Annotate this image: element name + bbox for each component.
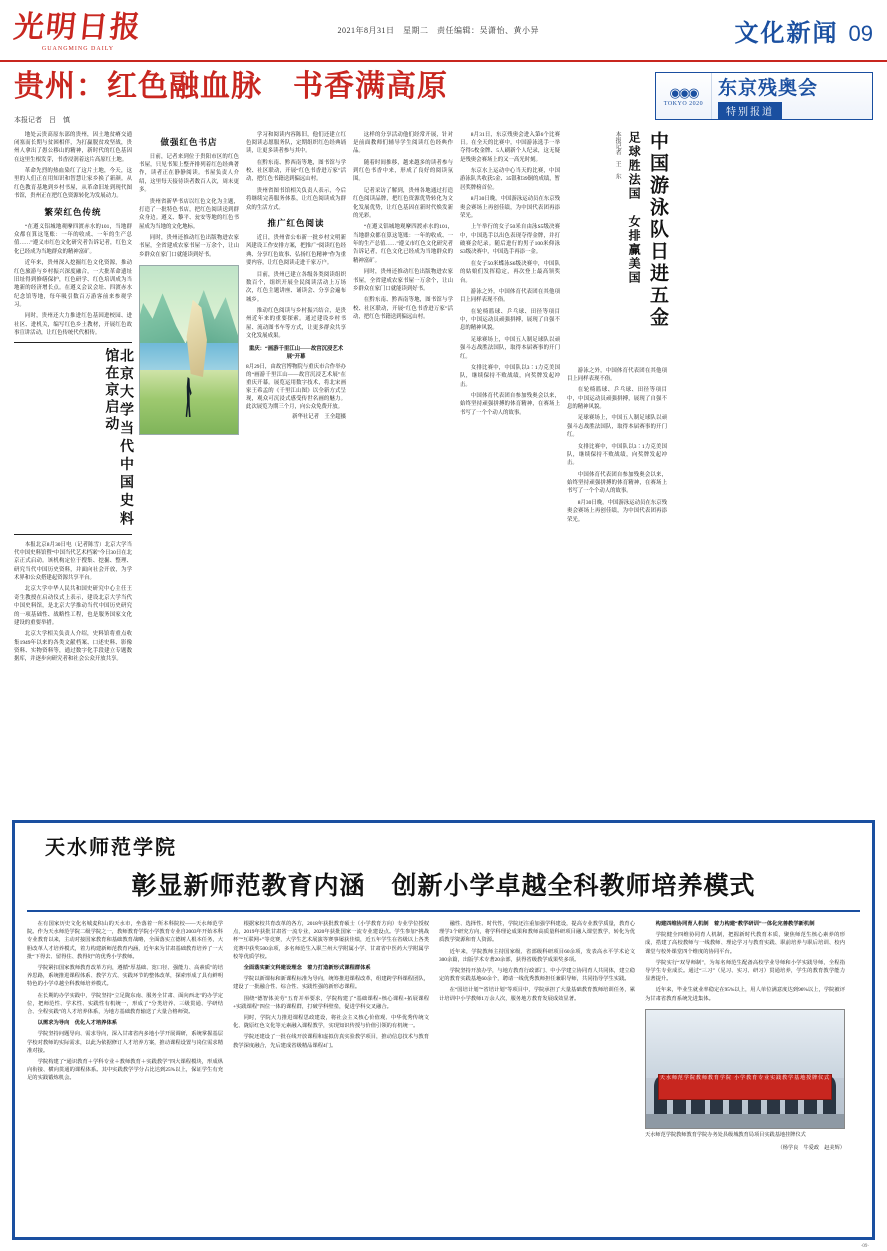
column-5	[460, 131, 560, 667]
subhead-red-tradition: 繁荣红色传统	[44, 206, 102, 217]
advertorial-column-2	[233, 920, 429, 1152]
page-footer: ·09·	[860, 1244, 869, 1249]
paragraph: 同时，贵州还大力推进红色基因进校园、进社区、进机关，编写红色乡土教材，开展红色故事宣讲活动，让红色传统代代相传。	[14, 313, 132, 337]
page-number: 09	[848, 20, 873, 46]
paragraph: 游泳之外，中国体育代表团在其他项目上同样表现不俗。	[460, 288, 560, 304]
lead-headline-block	[14, 70, 655, 125]
photo-caption-title: 重庆：“画游千里江山——故宫沉浸艺术展”开幕	[248, 345, 344, 360]
paragraph: 近年来，毕业生就业率稳定在95%以上，用人单位满意度达到96%以上，学院被评为甘肃省教育系统先进集体。	[645, 987, 845, 1002]
paragraph: 同时，贵州还推动红色出版物进农家书屋，全省建成农家书屋一万余个，让山乡群众在家门口就能读到好书。	[139, 235, 239, 258]
paragraph: 在女子50米蝶泳S6级决赛中，中国队的姑娘们发挥稳定，再次登上最高领奖台。	[460, 260, 560, 284]
tokyo-label: TOKYO 2020	[663, 101, 704, 107]
advertorial-subhead: 以需求为导向 优化人才培养体系	[37, 1020, 118, 1027]
masthead-issue-info: 2021年8月31日 星期二 责任编辑：吴潇怡、黄小异	[337, 25, 539, 35]
paragraph: 贵州省新华书店以红色文化为主题，打造了一批特色书店，把红色阅读送到群众身边。遵义、黎平、瓮安等地的红色书屋成为当地的文化地标。	[139, 198, 239, 230]
paragraph: 融性、选择性、时代性，学院还注重加强学科建设，提高专业教学质量，教育心理学3个研究方向，将学科理论成果和教师高质量科研项目融入课堂教学，转化为优质教学资源和育人资源。	[439, 921, 635, 944]
paragraph: 在“国培计划”“省培计划”等项目中，学院承担了大量基础教育教师培训任务，累计培训中小学教师1万余人次，服务地方教育发展成效显著。	[439, 987, 635, 1002]
headline-part-1: 贵州：	[14, 70, 107, 103]
advertorial-title: 彰显新师范教育内涵 创新小学卓越全科教师培养模式	[131, 873, 756, 900]
paralympic-logo	[656, 73, 712, 119]
advertorial-subhead: 全面落实新文科建设理念 着力打造新形式课程群体系	[243, 965, 371, 972]
masthead-section	[735, 13, 873, 48]
column-2	[139, 131, 239, 667]
paragraph: 8月31日，东京残奥会进入第6个比赛日。在全天的比赛中，中国游泳选手一举夺得5枚金牌、5人刷新个人纪录，这无疑是残奥会赛场上的又一高光时刻。	[460, 131, 560, 163]
paragraph: 在黔东南、黔西南等地，图书馆与学校、社区联动，开展“红色书香进万家”活动，把红色书籍送到偏远山村。	[353, 297, 453, 320]
column-3	[246, 131, 346, 667]
sports-headline-block	[567, 131, 667, 361]
photo-block	[139, 265, 239, 435]
vertical-headline-block	[14, 348, 132, 535]
page-title	[14, 70, 655, 105]
advertorial-columns	[27, 920, 860, 1152]
paragraph: 学院实行“双导师制”，为每名师范生配备高校学业导师和小学实践导师，全程指导学生专业成长。通过“三习”（见习、实习、研习）贯通培养，学生的教育教学能力显著提升。	[645, 959, 845, 983]
paragraph: 根据家校共育改革的各方，2018年获批教育硕士（小学教育方向）专业学位授权点，2019年获批甘肃省一流专业，2020年获批国家一流专业建设点。学生参加“挑战杯”“互联网+”等竞赛，大学生艺术展演等赛事屡获佳绩，近五年学生在省级以上各类竞赛中获奖500余项，多名师范生入职兰州大学附属小学、甘肃省中医药大学附属学校等优质学校。	[233, 921, 429, 960]
paragraph: 在有国家历史文化名城麦积山的天水市，坐落着一所本科院校——天水师范学院。作为天水师范学院二级学院之一，教师教育学院小学教育专业自2003年开始本科专业教育以来，主动对接国家教育和基础教育战略，全面落实立德树人根本任务，大胆改革人才培养模式，着力构建新师范教育内涵，近年来为甘肃基础教育培养了一大批“下得去、留得住、教得好”的优秀小学教师。	[27, 921, 223, 960]
article-columns	[0, 125, 887, 667]
paragraph: 北京大学中华人民共和国史研究中心主任王奇生教授在启动仪式上表示，建设北京大学当代中国史料馆，是北京大学推动当代中国历史研究的一项基础性、战略性工程，也是服务国家文化建设的重要举措。	[14, 586, 132, 626]
paragraph: 学院以新课标和新课程标准为导向，统筹推进课程改革，组建跨学科课程团队，建设了一批融合性、综合性、实践性强的新形态课程。	[233, 976, 429, 991]
paragraph: 推动红色阅读与乡村振兴结合，是贵州近年来的重要探索。通过建设乡村书屋、流动图书车等方式，让更多群众共享文化发展成果。	[246, 308, 346, 340]
paragraph: 近日，贵州省公布新一批乡村文明新风建设工作安排方案，把推广“阅读红色经典、分享红色故事、弘扬红色精神”作为重要内容，让红色阅读走进千家万户。	[246, 235, 346, 267]
advertorial-column-4	[645, 920, 845, 1152]
paragraph: 贵州省图书馆相关负责人表示，今后将继续完善服务体系，让红色阅读成为群众的生活方式。	[246, 187, 346, 211]
advertorial-credit: （杨学良 牛爱政 赵美辉）	[777, 1144, 845, 1151]
paragraph: 游泳之外，中国体育代表团在其他项目上同样表现不俗。	[567, 367, 667, 382]
paragraph: 这样的分享活动他们经常开展，针对是前面教师们辅导学生阅读红色经典作品。	[353, 131, 453, 155]
column-1	[14, 131, 132, 667]
advertorial-photo	[645, 1009, 845, 1129]
advertorial-column-3	[439, 920, 635, 1152]
paragraph: 8月30日晚，中国游泳运动员在东京残奥会赛场上再创佳绩，为中国代表团再添荣光。	[567, 499, 667, 523]
paragraph: 近年来，贵州深入挖掘红色文化资源，推动红色旅游与乡村振兴深度融合，一大批革命遗址旧址得到修缮保护，红色研学、红色培训成为当地新的经济增长点。在遵义会议会址、四渡赤水纪念馆等地，每年吸引数百万游客前来参观学习。	[14, 260, 132, 309]
advertorial-org: 天水师范学院	[45, 837, 177, 859]
paragraph: 学院坚持开放办学，与地方教育行政部门、中小学建立协同育人共同体，建立稳定的教育实践基地60余个，聘请一线优秀教师担任兼职导师，共同指导学生实践。	[439, 968, 635, 983]
advertorial-column-1	[27, 920, 223, 1152]
advertorial-box	[12, 820, 875, 1240]
paragraph: 近年来，学院教师主持国家级、省部级科研项目60余项，发表高水平学术论文300余篇，出版学术专著20余部，获得省级教学成果奖多项。	[439, 948, 635, 963]
vertical-headline: 北京大学当代中国史料馆在京启动	[103, 347, 133, 528]
photo-credit: 新华社记者 王全超摄	[292, 414, 346, 421]
paragraph: 女排比赛中，中国队以3∶1力克美国队，继续保持不败战绩，向奖牌发起冲击。	[460, 364, 560, 388]
paragraph: 学院构建了“通识教育＋学科专业＋教师教育＋实践教学”四大课程模块，形成纵向衔接、横向贯通的课程体系。其中实践教学学分占比达到25%以上，保证学生有充足的实践锻炼机会。	[27, 1059, 223, 1082]
photo-ground	[646, 1114, 844, 1128]
advertorial-photo-caption: 天水师范学院教师教育学院办务处县级城教育局项目实践基地挂牌仪式	[645, 1131, 806, 1138]
photo-caption-body: 8月29日，由故宫博物院与重庆市合作举办的“画游千里江山——故宫沉浸艺术展”在重庆开幕。展览运用数字技术，将北宋画家王希孟的《千里江山图》以全新方式呈现，观众可沉浸式感受传世名画的魅力。此次展览为期三个月，向公众免费开放。	[246, 363, 346, 411]
section-title: 文化新闻	[734, 20, 839, 47]
paragraph: 学院坚持问题导向、需求导向，深入甘肃省内多地小学开展调研，系统掌握基层学校对教师的实际需求，以此为依据修订人才培养方案，推动课程设置与岗位需求精准对接。	[27, 1031, 223, 1054]
paragraph: 本报北京8月30日电（记者陈雪）北京大学当代中国史料馆暨“中国当代艺术档案”今日30日在北京正式启动。该机构定位于搜集、挖掘、整理、研究当代中国历史资料，并面向社会开放，为学术界和公众搭建起资源共享平台。	[14, 541, 132, 582]
paragraph: 北京大学相关负责人介绍，史料馆将重点收集1949年以来的各类文献档案、口述史料、影像资料、实物资料等，通过数字化手段建立专题数据库，并逐步向研究者和社会公众开放共享。	[14, 631, 132, 663]
paragraph: 中国体育代表团自参加残奥会以来，始终坚持顽强拼搏的体育精神，在赛场上书写了一个个动人的故事。	[567, 471, 667, 495]
paralympic-title: 东京残奥会	[718, 77, 819, 99]
rings-icon: ◉◉◉	[669, 85, 698, 100]
paragraph: 记者采访了解到，贵州各地通过打造红色阅读品牌，把红色资源优势转化为文化发展优势，让红色基因在新时代焕发新的光彩。	[353, 187, 453, 219]
advertorial-subhead: 构建四维协同育人机制 着力构建“教学研训”一体化完善教学新机制	[655, 921, 815, 927]
subhead-promote-reading: 推广红色阅读	[267, 217, 325, 228]
masthead-logo	[14, 9, 142, 52]
advertorial-rule	[27, 910, 860, 912]
paragraph: 中国体育代表团自参加残奥会以来，始终坚持顽强拼搏的体育精神，在赛场上书写了一个个动人的故事。	[460, 393, 560, 416]
paragraph: 日前，记者来到位于贵阳市区的红色书屋，只见书架上整齐排列着红色经典著作，读者正在静静阅读。书屋负责人介绍，这里每天接待读者数百人次，周末更多。	[139, 153, 239, 194]
article-photo	[139, 265, 239, 435]
paragraph: “在遵义铝城地观摩四渡赤水的101，当地群众都在算这笔账：一年的收成、一年的生产总值……”遵义市红色文化研究者告诉记者，红色文化已经成为当地群众的精神富矿。	[14, 223, 132, 255]
paragraph: 8月30日晚，中国游泳运动员在东京残奥会赛场上再创佳绩，为中国代表团再添荣光。	[460, 196, 560, 219]
headline-row	[0, 62, 887, 125]
paragraph: 上午举行的女子50米自由泳S5级决赛中，中国选手以出色表现夺得金牌，并打破赛会纪录。随后进行的男子100米仰泳S3级决赛中，中国选手再添一金。	[460, 224, 560, 256]
subhead-red-bookstore: 做强红色书店	[160, 136, 218, 147]
paragraph: 同时，学院大力推进课程思政建设，将社会主义核心价值观、中华优秀传统文化、陇原红色文化等元素融入课程教学，实现知识传授与价值引领的有机统一。	[233, 1015, 429, 1030]
paragraph: 随着时间推移，越来越多的读者参与到红色书香中来，形成了良好的阅读氛围。	[353, 159, 453, 183]
newspaper-logo-text: 光明日报	[12, 10, 144, 44]
paragraph: 在黔东南、黔西南等地，图书馆与学校、社区联动，开展“红色书香进万家”活动，把红色书籍送到偏远山村。	[246, 159, 346, 183]
paragraph: 足球赛场上，中国五人制足球队以顽强斗志战胜法国队，取得本届赛事的开门红。	[460, 336, 560, 360]
paragraph: 东京水上运动中心当天的比赛，中国游泳队共收获5金、35银和39铜的成绩，暂居奖牌榜首位。	[460, 168, 560, 191]
byline: 本报记者 吕 慎	[14, 115, 70, 124]
paragraph: 目前，贵州已建立各级各类阅读组织数百个，组织开展全民阅读活动上万场次，红色主题讲座、诵读会、分享会遍布城乡。	[246, 271, 346, 303]
paragraph: 在轮椅篮球、乒乓球、田径等项目中，中国运动员顽强拼搏，展现了自强不息的精神风貌。	[460, 308, 560, 332]
paralympic-text	[712, 73, 872, 120]
paragraph: 学习和阅读内容陈旧，他们还建立红色阅读志愿服务队，定期组织红色经典诵读，让更多读者参与其中。	[246, 131, 346, 155]
paragraph: “在遵义铝城地观摩四渡赤水的101，当地群众都在算这笔账：一年的收成、一年的生产总值……”遵义市红色文化研究者告诉记者，红色文化已经成为当地群众的精神富矿。	[353, 224, 453, 264]
paragraph: 学院紧扣国家教师教育改革方向，遵循“厚基础、宽口径、强能力、高素质”的培养思路，系统推进课程体系、教学方式、实践环节的整体改革，探索形成了具有鲜明特色的小学卓越全科教师培养模式。	[27, 965, 223, 988]
paragraph: 同时，贵州还推动红色出版物进农家书屋，全省建成农家书屋一万余个，让山乡群众在家门口就能读到好书。	[353, 269, 453, 292]
paragraph: 学院还建设了一批在线开放课程和虚拟仿真实验教学项目，推动信息技术与教育教学深度融合，先后建成省级精品课程4门。	[233, 1034, 429, 1049]
headline-part-2: 红色融血脉 书香满高原	[107, 70, 448, 103]
sports-subheadline: 足球胜法国 女排赢美国	[627, 130, 642, 285]
paralympic-badge	[655, 72, 873, 120]
photo-caption	[246, 345, 346, 422]
sports-headline: 中国游泳队日进五金	[647, 130, 668, 329]
paragraph: 学院健全四维协同育人机制，把握新时代教育本质，聚焦师范生核心素养的形成，搭建了高校教师与一线教师、理论学习与教育实践、职前培养与职后培训、校内课堂与校外课堂四个维度的协同平台。	[645, 932, 845, 955]
column-4	[353, 131, 453, 667]
paralympic-subtitle: 特别报道	[718, 102, 782, 119]
paragraph: 在长期的办学实践中，学院坚持“立足陇东南、服务全甘肃、面向西北”的办学定位，把师范性、学术性、实践性有机统一，形成了“分类培养、三级贯通、学研结合、全程实践”的人才培养体系，为地方基础教育输送了大量合格师资。	[27, 992, 223, 1016]
paragraph: 在轮椅篮球、乒乓球、田径等项目中，中国运动员顽强拼搏，展现了自强不息的精神风貌。	[567, 387, 667, 410]
photo-banner-text: 天水师范学院教师教育学院 小学教育专业实践教学基地授牌仪式	[659, 1075, 831, 1081]
masthead	[0, 0, 887, 62]
photo-banner	[658, 1074, 832, 1100]
paragraph: 足球赛场上，中国五人制足球队以顽强斗志战胜法国队，取得本届赛事的开门红。	[567, 415, 667, 439]
paragraph: 革命先烈的热血染红了这片土地，今天，这里的人们正在用知识和智慧让家乡换了新颜。从红色教育基地到乡村书屋，从革命旧址到现代图书馆，贵州正在把红色资源转化为发展动力。	[14, 168, 132, 200]
column-6	[567, 131, 667, 667]
paragraph: 地处云贵高原东部的贵州，因土地贫瘠交通闭塞而长期与贫困相伴，为打赢脱贫攻坚战，贵州人拿出了愚公移山的精神，新时代的红色基因在这里生根发芽，书香浸润着这片高原红土地。	[14, 131, 132, 163]
paragraph: 围绕“德智体美劳”五育并举要求，学院构建了“基础课程+核心课程+拓展课程+实践课程”四位一体的课程群，打破学科壁垒，促进学科交叉融合。	[233, 995, 429, 1010]
paragraph: 女排比赛中，中国队以3∶1力克美国队，继续保持不败战绩，向奖牌发起冲击。	[567, 443, 667, 467]
newspaper-logo-sub: GUANGMING DAILY	[41, 45, 115, 52]
sports-byline: 本报记者 王 东	[614, 130, 621, 179]
divider	[14, 342, 132, 343]
